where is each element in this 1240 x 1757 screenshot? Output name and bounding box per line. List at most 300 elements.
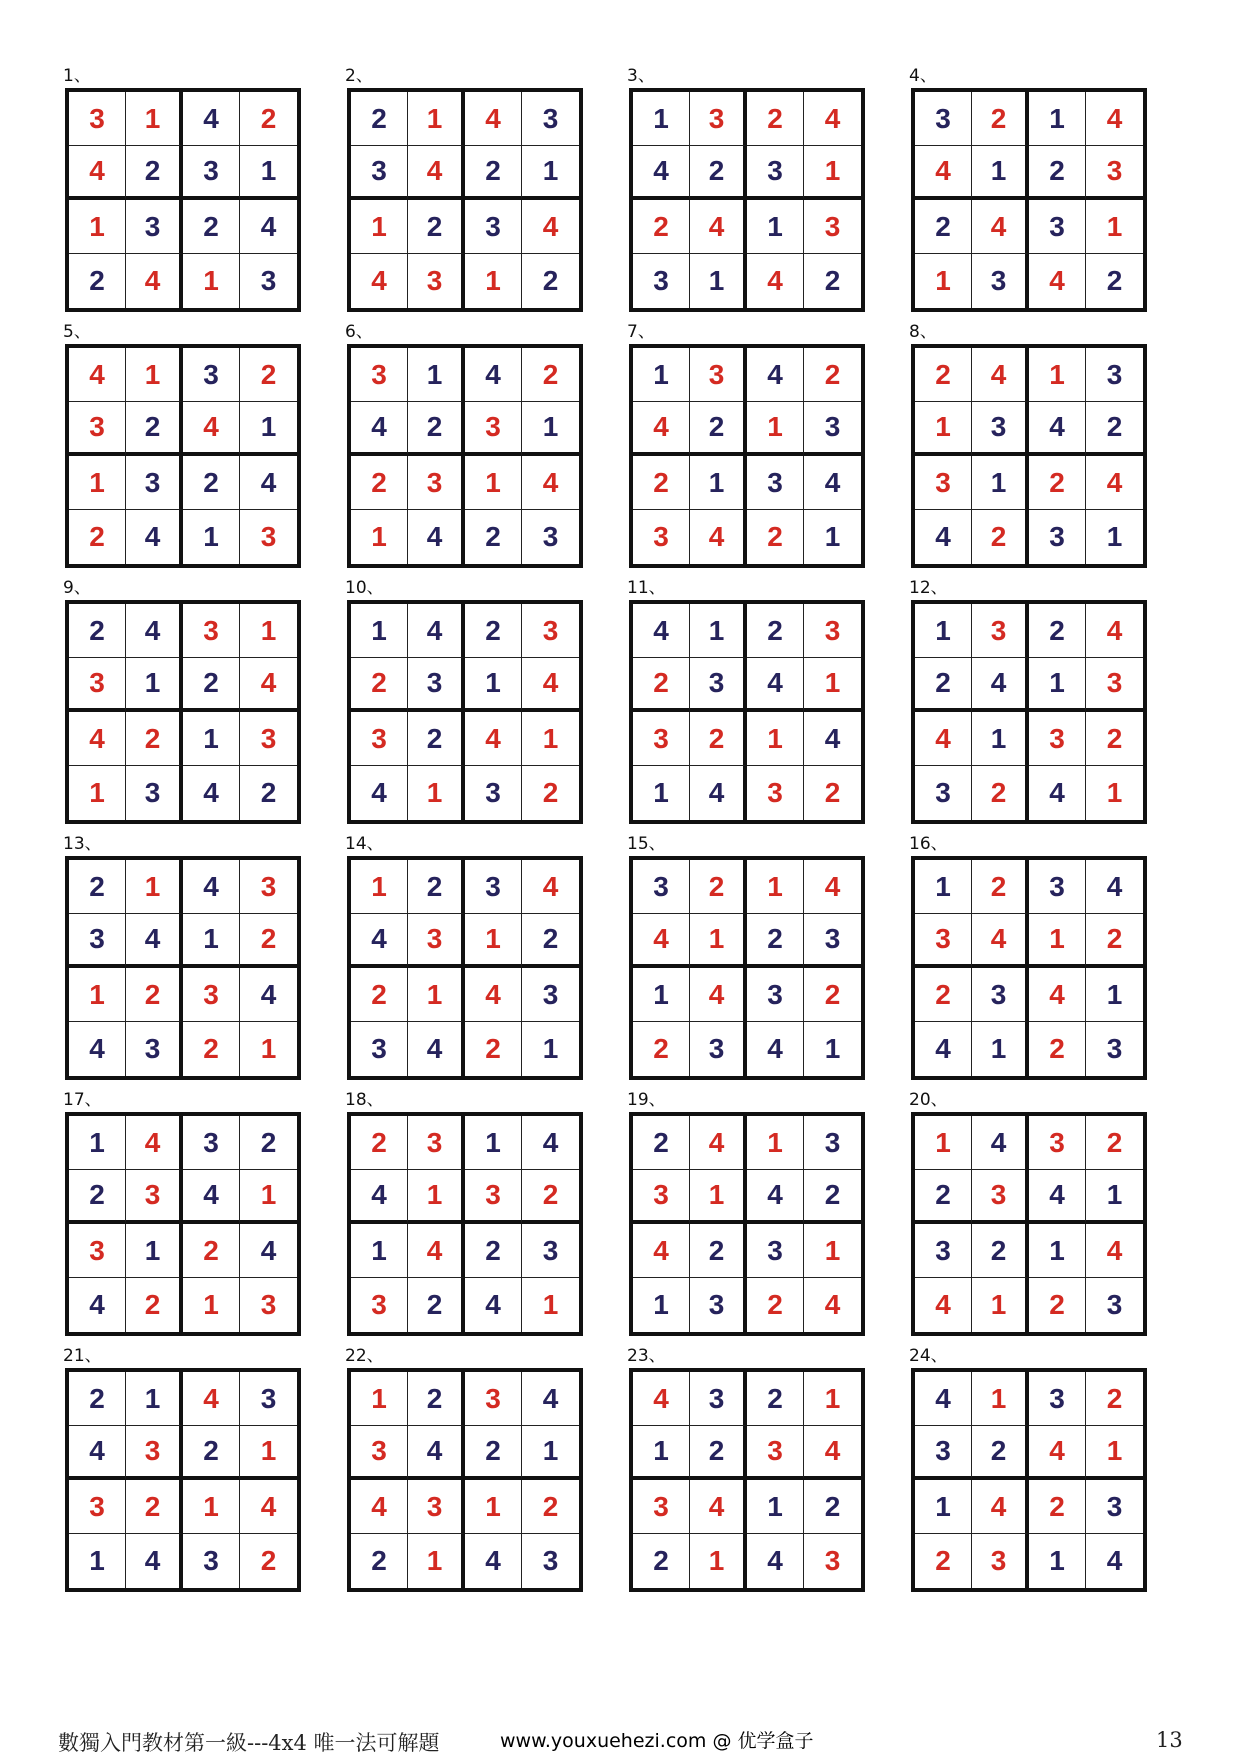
grid-cell: 2 <box>69 510 126 564</box>
grid-cell: 4 <box>824 1289 841 1320</box>
grid-cell: 3 <box>522 92 579 146</box>
grid-cell: 4 <box>972 200 1029 254</box>
grid-cell: 1 <box>465 914 522 968</box>
grid-cell: 1 <box>972 1372 1029 1426</box>
grid-cell: 4 <box>522 860 579 914</box>
puzzle-number: 8、 <box>909 322 937 342</box>
grid-cell: 3 <box>915 1426 972 1480</box>
grid-cell: 3 <box>1029 860 1086 914</box>
grid-cell: 2 <box>69 1372 126 1426</box>
grid-cell: 3 <box>633 860 690 914</box>
grid-cell: 4 <box>126 510 183 564</box>
grid-cell: 3 <box>747 766 804 820</box>
grid-cell: 1 <box>522 1426 579 1480</box>
grid-cell: 4 <box>633 604 690 658</box>
grid-cell: 2 <box>915 1534 972 1588</box>
grid-cell: 1 <box>465 1480 522 1534</box>
grid-cell: 3 <box>260 265 277 296</box>
grid-cell: 2 <box>690 1426 747 1480</box>
grid-cell: 3 <box>183 1116 240 1170</box>
grid-cell: 3 <box>408 1480 465 1534</box>
grid-cell: 4 <box>1029 968 1086 1022</box>
grid-cell: 1 <box>747 402 804 456</box>
grid-cell: 3 <box>824 1545 841 1576</box>
grid-cell: 1 <box>915 402 972 456</box>
grid-cell: 3 <box>1029 510 1086 564</box>
grid-cell: 2 <box>542 265 559 296</box>
grid-cell: 4 <box>747 254 804 308</box>
grid-cell: 1 <box>408 766 465 820</box>
grid-cell: 3 <box>915 766 972 820</box>
grid-cell: 3 <box>465 766 522 820</box>
grid-cell: 2 <box>972 860 1029 914</box>
grid-cell: 1 <box>972 712 1029 766</box>
grid-cell: 4 <box>747 658 804 712</box>
grid-cell: 1 <box>1029 92 1086 146</box>
grid-cell: 2 <box>183 1426 240 1480</box>
grid-cell: 4 <box>465 1534 522 1588</box>
grid-cell: 3 <box>408 658 465 712</box>
grid-cell: 2 <box>408 712 465 766</box>
grid-cell: 2 <box>408 1372 465 1426</box>
grid-cell: 4 <box>690 200 747 254</box>
grid-cell: 1 <box>542 1033 559 1064</box>
grid-cell: 1 <box>522 402 579 456</box>
grid-cell: 1 <box>183 712 240 766</box>
grid-cell: 1 <box>633 92 690 146</box>
grid-cell: 1 <box>522 146 579 200</box>
grid-cell: 1 <box>804 146 861 200</box>
grid-cell: 4 <box>915 1022 972 1076</box>
grid-cell: 1 <box>183 254 240 308</box>
grid-cell: 2 <box>690 1224 747 1278</box>
grid-cell: 4 <box>633 914 690 968</box>
grid-cell: 3 <box>542 1545 559 1576</box>
puzzle-number: 10、 <box>345 578 384 598</box>
grid-cell: 2 <box>522 1170 579 1224</box>
grid-cell: 1 <box>690 1170 747 1224</box>
grid-cell: 3 <box>804 914 861 968</box>
grid-cell: 4 <box>465 968 522 1022</box>
grid-cell: 1 <box>1086 200 1143 254</box>
sudoku-grid <box>347 856 583 1080</box>
grid-cell: 3 <box>69 658 126 712</box>
grid-cell: 2 <box>465 510 522 564</box>
grid-cell: 3 <box>972 402 1029 456</box>
grid-cell: 3 <box>690 92 747 146</box>
grid-cell: 1 <box>1086 1170 1143 1224</box>
grid-cell: 2 <box>804 348 861 402</box>
grid-cell: 4 <box>690 510 747 564</box>
grid-cell: 2 <box>351 658 408 712</box>
grid-cell: 2 <box>633 658 690 712</box>
grid-cell: 1 <box>633 1426 690 1480</box>
grid-cell: 1 <box>747 860 804 914</box>
grid-cell: 3 <box>183 968 240 1022</box>
grid-cell: 3 <box>522 968 579 1022</box>
grid-cell: 3 <box>126 1170 183 1224</box>
grid-cell: 2 <box>183 658 240 712</box>
grid-cell: 1 <box>183 510 240 564</box>
grid-cell: 3 <box>972 968 1029 1022</box>
grid-cell: 4 <box>240 200 297 254</box>
grid-cell: 2 <box>824 265 841 296</box>
grid-cell: 1 <box>747 1116 804 1170</box>
grid-cell: 4 <box>747 1022 804 1076</box>
grid-cell: 3 <box>690 658 747 712</box>
grid-cell: 3 <box>1086 348 1143 402</box>
grid-cell: 4 <box>69 1022 126 1076</box>
grid-cell: 4 <box>747 348 804 402</box>
grid-cell: 2 <box>1029 1022 1086 1076</box>
grid-cell: 3 <box>1029 1116 1086 1170</box>
grid-cell: 2 <box>1029 1480 1086 1534</box>
grid-cell: 3 <box>972 1170 1029 1224</box>
grid-cell: 2 <box>747 604 804 658</box>
grid-cell: 3 <box>690 348 747 402</box>
grid-cell: 3 <box>1086 1480 1143 1534</box>
grid-cell: 3 <box>126 456 183 510</box>
grid-cell: 3 <box>183 348 240 402</box>
grid-cell: 1 <box>465 1116 522 1170</box>
grid-cell: 2 <box>972 510 1029 564</box>
puzzle-number: 6、 <box>345 322 373 342</box>
grid-cell: 4 <box>465 348 522 402</box>
grid-cell: 2 <box>915 348 972 402</box>
grid-cell: 2 <box>126 968 183 1022</box>
grid-cell: 3 <box>351 712 408 766</box>
grid-cell: 3 <box>240 860 297 914</box>
grid-cell: 2 <box>1029 456 1086 510</box>
grid-cell: 1 <box>69 1534 126 1588</box>
grid-cell: 1 <box>126 348 183 402</box>
grid-cell: 2 <box>1086 914 1143 968</box>
grid-cell: 1 <box>915 604 972 658</box>
puzzle-number: 23、 <box>627 1346 666 1366</box>
grid-cell: 4 <box>351 914 408 968</box>
grid-cell: 4 <box>690 1480 747 1534</box>
grid-cell: 4 <box>690 766 747 820</box>
grid-cell: 2 <box>465 604 522 658</box>
grid-cell: 4 <box>1106 1545 1123 1576</box>
grid-cell: 1 <box>542 1289 559 1320</box>
grid-cell: 2 <box>351 968 408 1022</box>
grid-cell: 3 <box>1106 1033 1123 1064</box>
sudoku-grid <box>65 1112 301 1336</box>
grid-cell: 4 <box>1029 1170 1086 1224</box>
grid-cell: 1 <box>824 1033 841 1064</box>
grid-cell: 1 <box>183 1480 240 1534</box>
grid-cell: 3 <box>465 1170 522 1224</box>
grid-cell: 4 <box>1086 456 1143 510</box>
grid-cell: 4 <box>690 1116 747 1170</box>
grid-cell: 3 <box>351 348 408 402</box>
grid-cell: 4 <box>522 200 579 254</box>
grid-cell: 3 <box>972 604 1029 658</box>
grid-cell: 4 <box>69 1278 126 1332</box>
grid-cell: 3 <box>1029 712 1086 766</box>
grid-cell: 4 <box>240 968 297 1022</box>
grid-cell: 2 <box>1106 265 1123 296</box>
grid-cell: 4 <box>465 1278 522 1332</box>
grid-cell: 4 <box>183 1170 240 1224</box>
grid-cell: 1 <box>240 146 297 200</box>
puzzle-number: 17、 <box>63 1090 102 1110</box>
grid-cell: 2 <box>465 146 522 200</box>
sudoku-grid <box>65 600 301 824</box>
grid-cell: 1 <box>408 92 465 146</box>
grid-cell: 4 <box>408 604 465 658</box>
grid-cell: 3 <box>1029 200 1086 254</box>
grid-cell: 2 <box>1029 604 1086 658</box>
grid-cell: 3 <box>351 1022 408 1076</box>
grid-cell: 4 <box>747 1170 804 1224</box>
grid-cell: 1 <box>915 1480 972 1534</box>
grid-cell: 4 <box>972 914 1029 968</box>
grid-cell: 1 <box>351 1372 408 1426</box>
grid-cell: 2 <box>915 1170 972 1224</box>
grid-cell: 3 <box>69 92 126 146</box>
sudoku-grid <box>65 1368 301 1592</box>
grid-cell: 4 <box>240 658 297 712</box>
grid-cell: 1 <box>408 968 465 1022</box>
grid-cell: 2 <box>633 200 690 254</box>
grid-cell: 3 <box>1106 1289 1123 1320</box>
grid-cell: 1 <box>633 968 690 1022</box>
grid-cell: 1 <box>351 604 408 658</box>
grid-cell: 1 <box>1086 1426 1143 1480</box>
grid-cell: 3 <box>1086 146 1143 200</box>
grid-cell: 2 <box>824 777 841 808</box>
grid-cell: 1 <box>633 1278 690 1332</box>
grid-cell: 3 <box>465 402 522 456</box>
grid-cell: 3 <box>690 1278 747 1332</box>
grid-cell: 2 <box>183 200 240 254</box>
sudoku-grid <box>65 344 301 568</box>
grid-cell: 2 <box>804 968 861 1022</box>
grid-cell: 2 <box>351 456 408 510</box>
grid-cell: 1 <box>972 1022 1029 1076</box>
grid-cell: 2 <box>747 1372 804 1426</box>
grid-cell: 1 <box>1029 1224 1086 1278</box>
grid-cell: 4 <box>1029 766 1086 820</box>
grid-cell: 2 <box>633 1534 690 1588</box>
grid-cell: 4 <box>522 658 579 712</box>
grid-cell: 4 <box>1029 402 1086 456</box>
grid-cell: 3 <box>747 456 804 510</box>
grid-cell: 4 <box>522 1116 579 1170</box>
grid-cell: 3 <box>465 860 522 914</box>
grid-cell: 4 <box>1029 1426 1086 1480</box>
grid-cell: 3 <box>240 1372 297 1426</box>
grid-cell: 2 <box>633 1116 690 1170</box>
grid-cell: 4 <box>1086 860 1143 914</box>
grid-cell: 3 <box>915 914 972 968</box>
grid-cell: 3 <box>408 1116 465 1170</box>
grid-cell: 2 <box>522 1480 579 1534</box>
grid-cell: 1 <box>522 712 579 766</box>
puzzle-number: 2、 <box>345 66 373 86</box>
grid-cell: 2 <box>690 860 747 914</box>
grid-cell: 2 <box>240 1116 297 1170</box>
grid-cell: 3 <box>633 1170 690 1224</box>
grid-cell: 1 <box>69 1116 126 1170</box>
grid-cell: 1 <box>408 1534 465 1588</box>
grid-cell: 3 <box>542 521 559 552</box>
sudoku-grid <box>911 600 1147 824</box>
grid-cell: 4 <box>69 1426 126 1480</box>
grid-cell: 1 <box>747 1480 804 1534</box>
grid-cell: 2 <box>126 712 183 766</box>
grid-cell: 4 <box>183 92 240 146</box>
grid-cell: 2 <box>1086 1372 1143 1426</box>
grid-cell: 2 <box>972 1426 1029 1480</box>
grid-cell: 4 <box>633 1372 690 1426</box>
grid-cell: 1 <box>690 604 747 658</box>
grid-cell: 4 <box>972 348 1029 402</box>
puzzle-number: 13、 <box>63 834 102 854</box>
grid-cell: 3 <box>915 1224 972 1278</box>
puzzle-number: 16、 <box>909 834 948 854</box>
grid-cell: 3 <box>1029 1372 1086 1426</box>
grid-cell: 2 <box>542 777 559 808</box>
grid-cell: 1 <box>408 1170 465 1224</box>
grid-cell: 1 <box>1086 968 1143 1022</box>
grid-cell: 3 <box>69 1224 126 1278</box>
grid-cell: 2 <box>972 1224 1029 1278</box>
grid-cell: 1 <box>351 860 408 914</box>
grid-cell: 3 <box>351 146 408 200</box>
grid-cell: 2 <box>522 914 579 968</box>
grid-cell: 4 <box>972 1116 1029 1170</box>
grid-cell: 2 <box>69 254 126 308</box>
puzzle-number: 5、 <box>63 322 91 342</box>
grid-cell: 2 <box>465 1224 522 1278</box>
grid-cell: 2 <box>240 914 297 968</box>
grid-cell: 3 <box>351 1426 408 1480</box>
grid-cell: 2 <box>633 1022 690 1076</box>
grid-cell: 2 <box>183 1022 240 1076</box>
grid-cell: 3 <box>126 766 183 820</box>
grid-cell: 2 <box>126 402 183 456</box>
sudoku-grid <box>911 344 1147 568</box>
grid-cell: 1 <box>465 456 522 510</box>
grid-cell: 2 <box>126 146 183 200</box>
grid-cell: 1 <box>351 200 408 254</box>
grid-cell: 2 <box>351 1116 408 1170</box>
sudoku-grid <box>629 1368 865 1592</box>
grid-cell: 4 <box>972 658 1029 712</box>
grid-cell: 4 <box>465 712 522 766</box>
sudoku-grid <box>65 856 301 1080</box>
grid-cell: 1 <box>690 456 747 510</box>
grid-cell: 2 <box>1086 402 1143 456</box>
grid-cell: 2 <box>747 510 804 564</box>
grid-cell: 4 <box>351 1170 408 1224</box>
grid-cell: 3 <box>972 1534 1029 1588</box>
grid-cell: 2 <box>183 1224 240 1278</box>
grid-cell: 3 <box>260 1289 277 1320</box>
sudoku-grid <box>347 1112 583 1336</box>
grid-cell: 1 <box>240 1170 297 1224</box>
grid-cell: 2 <box>972 92 1029 146</box>
grid-cell: 1 <box>69 200 126 254</box>
grid-cell: 4 <box>408 1224 465 1278</box>
grid-cell: 3 <box>126 200 183 254</box>
grid-cell: 4 <box>915 146 972 200</box>
grid-cell: 3 <box>804 200 861 254</box>
grid-cell: 4 <box>240 456 297 510</box>
grid-cell: 3 <box>690 1372 747 1426</box>
grid-cell: 4 <box>972 1480 1029 1534</box>
grid-cell: 2 <box>915 658 972 712</box>
grid-cell: 3 <box>804 402 861 456</box>
grid-cell: 1 <box>747 712 804 766</box>
grid-cell: 2 <box>747 1278 804 1332</box>
grid-cell: 1 <box>126 92 183 146</box>
grid-cell: 3 <box>351 1278 408 1332</box>
puzzle-number: 12、 <box>909 578 948 598</box>
grid-cell: 2 <box>126 1278 183 1332</box>
grid-cell: 4 <box>915 1278 972 1332</box>
grid-cell: 1 <box>915 254 972 308</box>
grid-cell: 3 <box>522 604 579 658</box>
grid-cell: 1 <box>126 658 183 712</box>
grid-cell: 3 <box>183 1534 240 1588</box>
grid-cell: 4 <box>126 604 183 658</box>
grid-cell: 3 <box>183 146 240 200</box>
grid-cell: 3 <box>633 712 690 766</box>
grid-cell: 4 <box>522 456 579 510</box>
grid-cell: 4 <box>633 146 690 200</box>
grid-cell: 1 <box>408 348 465 402</box>
grid-cell: 4 <box>69 146 126 200</box>
grid-cell: 1 <box>260 1033 277 1064</box>
grid-cell: 4 <box>747 1534 804 1588</box>
sudoku-grid <box>347 88 583 312</box>
grid-cell: 4 <box>240 1224 297 1278</box>
grid-cell: 1 <box>351 1224 408 1278</box>
grid-cell: 1 <box>972 146 1029 200</box>
grid-cell: 1 <box>804 1372 861 1426</box>
grid-cell: 3 <box>408 456 465 510</box>
grid-cell: 4 <box>804 92 861 146</box>
grid-cell: 4 <box>1086 92 1143 146</box>
grid-cell: 1 <box>824 521 841 552</box>
grid-cell: 1 <box>69 456 126 510</box>
puzzle-number: 9、 <box>63 578 91 598</box>
grid-cell: 2 <box>633 456 690 510</box>
sudoku-grid <box>347 344 583 568</box>
grid-cell: 2 <box>408 1278 465 1332</box>
grid-cell: 4 <box>522 1372 579 1426</box>
grid-cell: 1 <box>1106 777 1123 808</box>
grid-cell: 3 <box>126 1022 183 1076</box>
grid-cell: 3 <box>465 200 522 254</box>
sudoku-grid <box>911 856 1147 1080</box>
grid-cell: 3 <box>126 1426 183 1480</box>
grid-cell: 2 <box>69 1170 126 1224</box>
grid-cell: 2 <box>351 1534 408 1588</box>
grid-cell: 4 <box>69 348 126 402</box>
grid-cell: 2 <box>747 92 804 146</box>
grid-cell: 2 <box>408 402 465 456</box>
grid-cell: 3 <box>408 914 465 968</box>
grid-cell: 4 <box>633 402 690 456</box>
grid-cell: 1 <box>1029 1534 1086 1588</box>
grid-cell: 3 <box>633 510 690 564</box>
puzzle-number: 15、 <box>627 834 666 854</box>
